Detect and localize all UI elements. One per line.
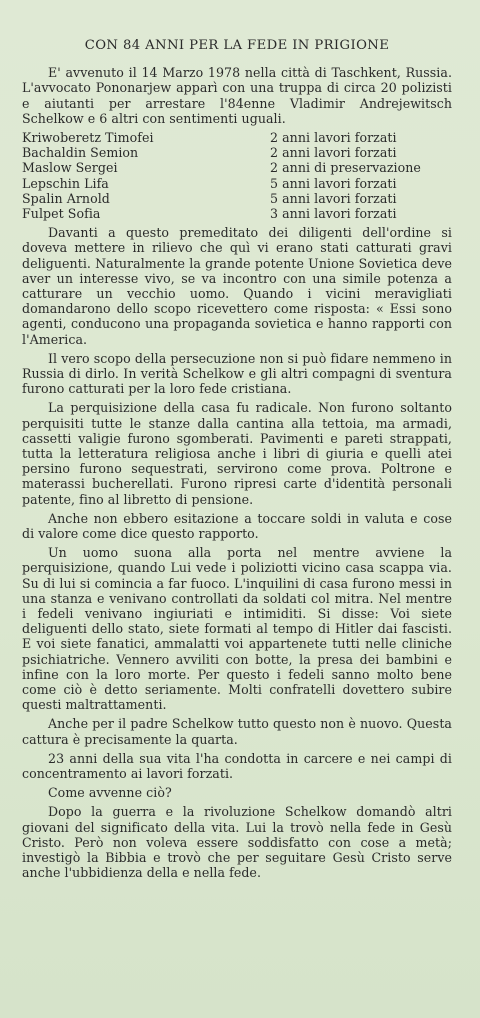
article-title: CON 84 ANNI PER LA FEDE IN PRIGIONE (84, 38, 390, 53)
body-paragraph: Anche per il padre Schelkow tutto questo non è nuovo. Questa cattura è precisamente la quarta. (22, 716, 452, 747)
sentence-row (22, 206, 452, 221)
prisoner-name: Lepschin Lifa (22, 175, 109, 191)
sentence-term: 5 anni lavori forzati (270, 190, 397, 206)
article-body (22, 38, 452, 884)
sentence-row (22, 176, 452, 191)
prisoner-name: Kriwoberetz Timofei (22, 130, 154, 146)
body-paragraph: Anche non ebbero esitazione a toccare soldi in valuta e cose di valore come dice questo rapporto. (22, 510, 452, 541)
body-paragraph: La perquisizione della casa fu radicale. Non furono soltanto perquisiti tutte le stanze dalla cantina alla tettoia, ma armadi, cassetti valigie furono sgomberati. Pavimenti e pareti strappati, tutta la letteratura religiosa anche i libri di giuria e quelli atei persino furono sequestrati, servirono come prova. Poltrone e materassi bucherellati. Furono ripresi carte d'identità personali patente, fino al libretto di pensione. (22, 400, 452, 507)
sentence-term: 2 anni di preservazione (270, 160, 421, 176)
sentence-row (22, 160, 452, 175)
prisoner-name: Spalin Arnold (22, 190, 110, 206)
body-paragraph: Un uomo suona alla porta nel mentre avviene la perquisizione, quando Lui vede i poliziotti vicino casa scappa via. Su di lui si comincia a far fuoco. L'inquilini di casa furono messi in una stanza e venivano controllati da soldati col mitra. Nel mentre i fedeli venivano ingiuriati e intimiditi. Si disse: Voi siete deliguenti dello stato, siete formati al tempo di Hitler dai fascisti. E voi siete fanatici, ammalatti voi appartenete tutti nelle cliniche psichiatriche. Vennero avviliti con botte, la presa dei bambini e infine con la loro morte. Per questo i fedeli sanno molto bene come ciò è detto seriamente. Molti confratelli dovettero subire questi maltrattamenti. (22, 545, 452, 713)
prisoner-name: Bachaldin Semion (22, 145, 139, 161)
prisoner-name: Fulpet Sofia (22, 205, 101, 221)
body-paragraph: 23 anni della sua vita l'ha condotta in carcere e nei campi di concentramento ai lavori forzati. (22, 750, 452, 782)
sentence-row (22, 145, 452, 160)
body-paragraph: Dopo la guerra e la rivoluzione Schelkow domandò altri giovani del significato della vita. Lui la trovò nella fede in Gesù Cristo. Però non voleva essere soddisfatto con cose a metà; investigò la Bibbia e trovò che per seguitare Gesù Cristo serve anche l'ubbidienza della e nella fede. (22, 804, 452, 881)
intro-paragraph: E' avvenuto il 14 Marzo 1978 nella città di Taschkent, Russia. L'avvocato Pononarjew apparì con una truppa di circa 20 polizisti e aiutanti per arrestare l'84enne Vladimir Andrejewitsch Schelkow e 6 altri con sentimenti uguali. (22, 65, 452, 126)
sentence-row (22, 191, 452, 206)
sentence-term: 3 anni lavori forzati (270, 205, 397, 221)
body-paragraph: Il vero scopo della persecuzione non si può fidare nemmeno in Russia di dirlo. In verità Schelkow e gli altri compagni di sventura furono catturati per la loro fede cristiana. (22, 350, 452, 397)
sentence-term: 2 anni lavori forzati (270, 130, 397, 146)
question-line: Come avvenne ciò? (48, 785, 172, 801)
sentence-term: 2 anni lavori forzati (270, 145, 397, 161)
sentence-list (22, 130, 452, 221)
prisoner-name: Maslow Sergei (22, 160, 118, 176)
sentence-term: 5 anni lavori forzati (270, 175, 397, 191)
body-paragraph: Davanti a questo premeditato dei diligenti dell'ordine si doveva mettere in rilievo che quì vi erano stati catturati gravi deliguenti. Naturalmente la grande potente Unione Sovietica deve aver un interesse vivo, se va incontro con una simile potenza a catturare un vecchio uomo. Quando i vicini meravigliati domandarono dello scopo ricevettero come risposta: « Essi sono agenti, conducono una propaganda sovietica e hanno rapporti con l'America. (22, 225, 452, 347)
sentence-row (22, 130, 452, 145)
